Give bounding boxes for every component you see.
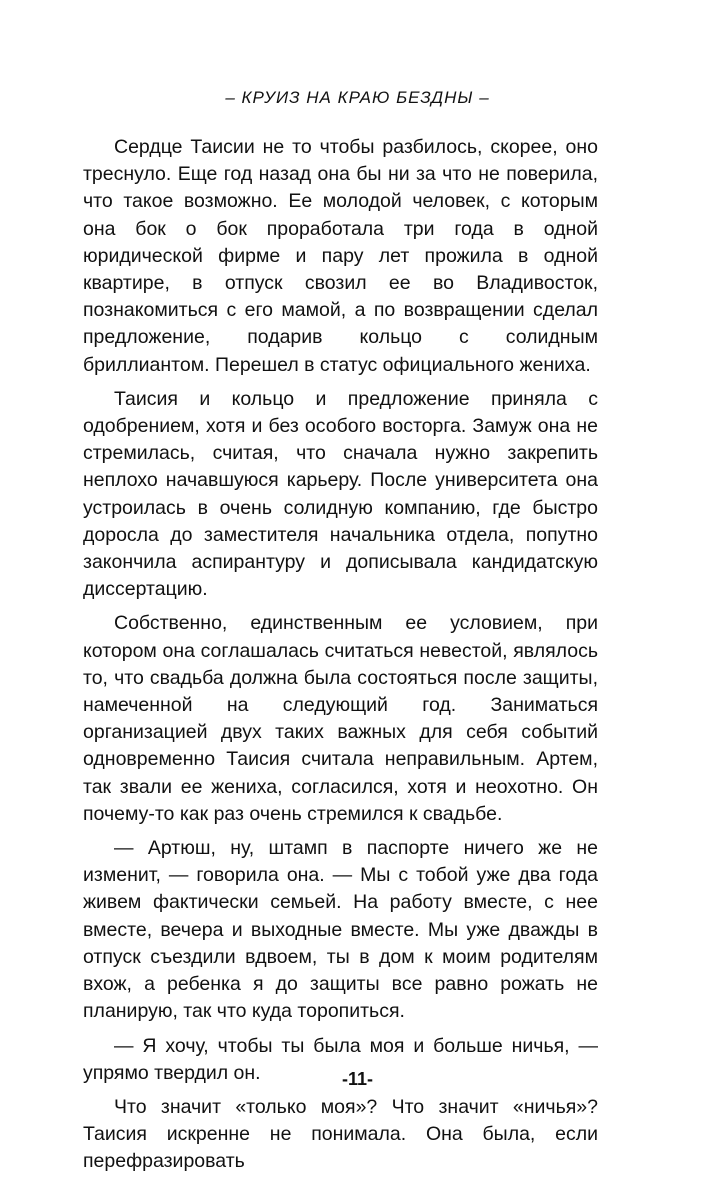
paragraph: Собственно, единственным ее условием, при котором она соглашалась считаться невестой, являлось то, что свадьба должна была состояться после защиты, намеченной на следующий год. Заниматься организацией двух таких важных для себя событий одновременно Таисия считала неправильным. Артем, так звали ее жениха, согласился, хотя и неохотно. Он почему-то как раз очень стремился к свадьбе. — [83, 612, 598, 825]
body-text — [83, 134, 598, 1183]
paragraph: — Я хочу, чтобы ты была моя и больше ничья, — упрямо твердил он. — [83, 1034, 598, 1084]
paragraph: Сердце Таисии не то чтобы разбилось, скорее, оно треснуло. Еще год назад она бы ни за что не поверила, что такое возможно. Ее молодой человек, с которым она бок о бок проработала три года в одной юридической фирме и пару лет прожила в одной квартире, в отпуск свозил ее во Владивосток, познакомиться с его мамой, а по возвращении сделал предложение, подарив кольцо с солидным бриллиантом. Перешел в статус официального жениха. — [83, 136, 598, 376]
paragraph: — Артюш, ну, штамп в паспорте ничего же не изменит, — говорила она. — Мы с тобой уже два года живем фактически семьей. На работу вместе, с нее вместе, вечера и выходные вместе. Мы уже дважды в отпуск съездили вдвоем, ты в дом к моим родителям вхож, а ребенка я до защиты все равно рожать не планирую, так что куда торопиться. — [83, 837, 598, 1023]
page-number: -11- — [341, 1069, 374, 1089]
paragraph: Что значит «только моя»? Что значит «ничья»? Таисия искренне не понимала. Она была, если перефразировать — [83, 1095, 598, 1173]
paragraph: Таисия и кольцо и предложение приняла с одобрением, хотя и без особого восторга. Замуж она не стремилась, считая, что сначала нужно закрепить неплохо начавшуюся карьеру. После университета она устроилась в очень солидную компанию, где быстро доросла до заместителя начальника отдела, попутно закончила аспирантуру и дописывала кандидатскую диссертацию. — [83, 387, 598, 601]
running-title: – КРУИЗ НА КРАЮ БЕЗДНЫ – — [225, 88, 490, 107]
